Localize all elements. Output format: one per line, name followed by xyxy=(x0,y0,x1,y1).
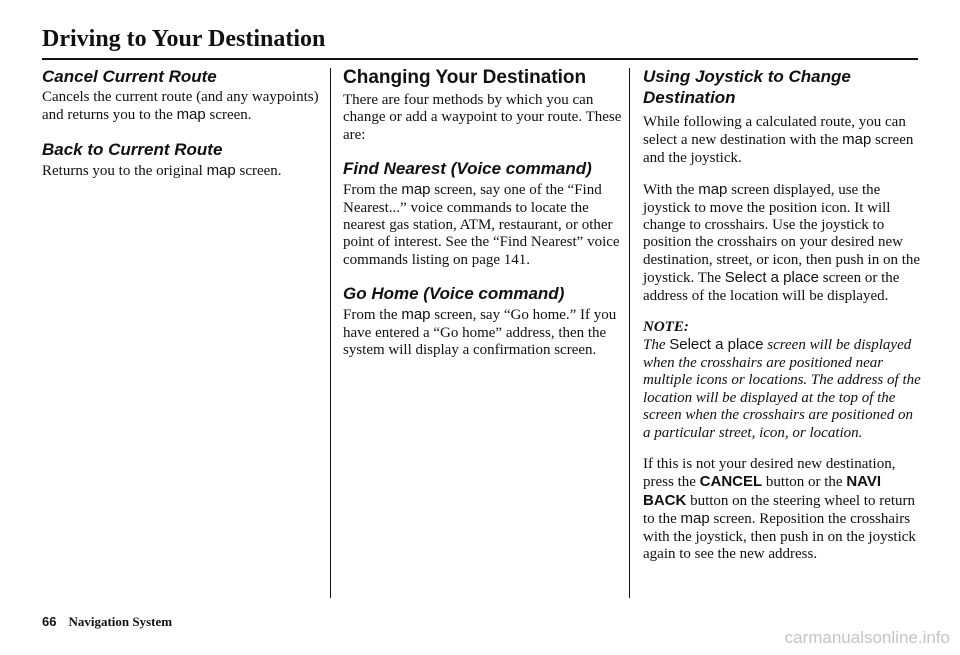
footer-label: Navigation System xyxy=(68,614,173,629)
joystick-para-1: While following a calculated route, you can select a new destination with the map screen and the joystick. xyxy=(643,114,914,166)
find-nearest-text: From the map screen, say one of the “Find Nearest...” voice commands to locate the nearest gas station, ATM, restaurant, or other point of interest. See the “Find Nearest” voice commands listing on page 141. xyxy=(343,181,620,268)
map-term: map xyxy=(680,510,710,528)
navi-back-button-term: NAVI BACK xyxy=(643,473,882,509)
column-3 xyxy=(643,66,923,563)
column-2 xyxy=(343,66,623,359)
go-home-heading: Go Home (Voice command) xyxy=(343,284,565,304)
watermark: carmanualsonline.info xyxy=(784,628,950,647)
title-rule xyxy=(42,58,918,60)
map-term: map xyxy=(176,106,206,124)
go-home-text: From the map screen, say “Go home.” If you have entered a “Go home” address, then the system will display a confirmation screen. xyxy=(343,306,617,359)
cancel-button-term: CANCEL xyxy=(699,473,763,491)
select-place-term: Select a place xyxy=(724,269,820,287)
joystick-heading: Using Joystick to Change Destination xyxy=(643,67,851,107)
changing-destination-intro: There are four methods by which you can change or add a waypoint to your route. These are: xyxy=(343,92,622,143)
map-term: map xyxy=(842,131,872,149)
map-term: map xyxy=(401,181,431,199)
back-route-text: Returns you to the original map screen. xyxy=(42,161,282,179)
column-1 xyxy=(42,66,324,180)
page-number: 66 xyxy=(42,614,57,629)
find-nearest-heading: Find Nearest (Voice command) xyxy=(343,159,592,179)
page-footer xyxy=(42,614,172,630)
joystick-para-2: With the map screen displayed, use the joystick to move the position icon. It will change to crosshairs. Use the joystick to position the crosshairs on your desired new destination, street, or icon, then push in on the joystick. The Select a place screen or the address of the location will be displayed. xyxy=(643,181,921,304)
select-place-term: Select a place xyxy=(669,336,764,354)
joystick-para-3: If this is not your desired new destination, press the CANCEL button or the NAVI BACK button on the steering wheel to return to the map screen. Reposition the crosshairs with the joystick, then push in on the joystick again to see the new address. xyxy=(643,455,916,562)
page-title: Driving to Your Destination xyxy=(42,26,326,52)
map-term: map xyxy=(698,181,728,199)
note-text: The Select a place screen will be displayed when the crosshairs are positioned near multiple icons or locations. The address of the location will be displayed at the top of the screen when the crosshairs are positioned on a particular street, icon, or location. xyxy=(643,336,921,441)
map-term: map xyxy=(206,161,236,179)
map-term: map xyxy=(401,306,431,324)
column-divider-2 xyxy=(629,68,630,598)
cancel-route-heading: Cancel Current Route xyxy=(42,67,217,86)
cancel-route-text: Cancels the current route (and any waypoints) and returns you to the map screen. xyxy=(42,89,319,124)
note-heading: NOTE: xyxy=(643,319,689,336)
back-route-heading: Back to Current Route xyxy=(42,139,223,159)
changing-destination-heading: Changing Your Destination xyxy=(343,67,587,88)
column-divider-1 xyxy=(330,68,331,598)
